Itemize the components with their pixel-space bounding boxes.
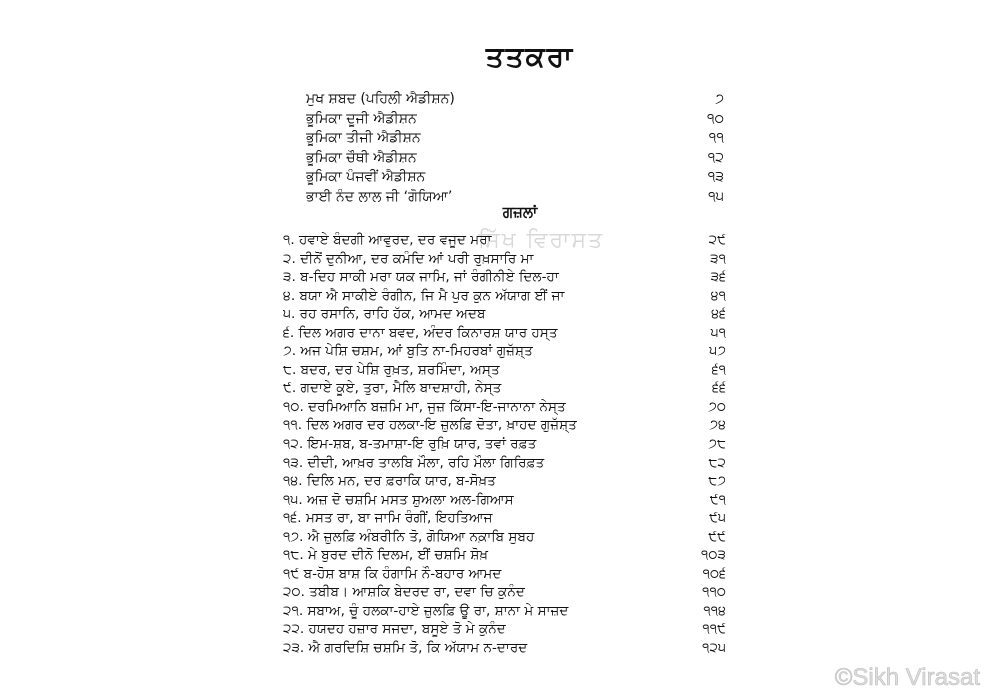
toc-page-number: ੩੧ (710, 250, 726, 267)
toc-row (283, 306, 726, 325)
toc-page-number: ੮੨ (708, 454, 726, 471)
toc-entry-label: ੧੨. ਇਮ-ਸ਼ਬ, ਬ-ਤਮਾਸ਼ਾ-ਇ ਰੁਖ਼ਿ ਯਾਰ, ਤਵਾਂ ਰਫ਼ਤ (283, 436, 537, 453)
toc-row (283, 473, 726, 492)
toc-page-number: ੮੭ (708, 473, 726, 490)
toc-page-number: ੧੫ (708, 188, 724, 205)
toc-entry-label: ਮੁਖ ਸ਼ਬਦ (ਪਹਿਲੀ ਐਡੀਸ਼ਨ) (306, 91, 455, 107)
toc-page-number: ੭੮ (708, 436, 726, 453)
toc-row (283, 380, 726, 399)
toc-page-number: ੩੬ (710, 269, 726, 286)
toc-row (283, 455, 726, 474)
watermark-top: ਸਿੱਖ ਵਿਰਾਸਤ (478, 228, 605, 253)
toc-page-number: ੧੧੪ (703, 602, 726, 619)
toc-row (283, 510, 726, 529)
toc-entry-label: ੧੧. ਦਿਲ ਅਗਰ ਦਰ ਹਲਕਾ-ਇ ਜ਼ੁਲਫ਼ਿ ਦੋਤਾ, ਖ਼ਾਹਦ ਗੁਜ਼ੱਸ਼੍ਤ (283, 417, 577, 434)
toc-entry-label: ੧੭. ਐ ਜ਼ੁਲਫ਼ਿ ਅੰਬਰੀਨਿ ਤੋ, ਗੋਯਿਆ ਨਕ਼ਾਬਿ ਸੁਬਹ (283, 528, 535, 545)
toc-entry-label: ੨੦. ਤਬੀਬ। ਆਸ਼ਕਿ ਬੇਦਰਦ ਰਾ, ਦਵਾ ਚਿ ਕੁਨੰਦ (283, 584, 525, 601)
toc-row (283, 325, 726, 344)
toc-row (306, 111, 724, 131)
toc-page-number: ੧੦ (706, 110, 724, 127)
toc-entry-label: ੯. ਗਦਾਏ ਕੂਏ, ਤੁਰਾ, ਮੈਲਿ ਬਾਦਸ਼ਾਹੀ, ਨੇਸ੍ਤ (283, 380, 502, 397)
toc-entry-label: ੮. ਬਦਰ, ਦਰ ਪੇਸ਼ਿ ਰੁਖ਼ਤ, ਸ਼ਰਮਿੰਦਾ, ਅਸ੍ਤ (283, 361, 500, 378)
toc-page-number: ੭੪ (709, 417, 726, 434)
toc-page-number: ੭ (714, 91, 724, 107)
toc-row (283, 621, 726, 640)
toc-entry-label: ੩. ਬ-ਦਿਹ ਸਾਕੀ ਮਰਾ ਯਕ ਜਾਮਿ, ਜਾਂ ਰੰਗੀਨੀਏ ਦਿਲ-ਹਾ (283, 269, 559, 286)
toc-entry-label: ੫. ਰਹ ਰਸਾਨਿ, ਰਾਹਿ ਹੱਕ, ਆਮਦ ਅਦਬ (283, 306, 486, 323)
toc-row (283, 566, 726, 585)
toc-row (306, 150, 724, 170)
toc-row (283, 417, 726, 436)
toc-entry-label: ੧. ਹਵਾਏ ਬੰਦਗੀ ਆਵੁਰਦ, ਦਰ ਵਜੂਦ ਮਰਾ (283, 232, 492, 248)
toc-row (283, 343, 726, 362)
toc-page-number: ੯੯ (708, 528, 726, 545)
toc-entry-label: ੭. ਅਜ ਪੇਸ਼ਿ ਚਸ਼ਮ, ਆਂ ਬੁਤਿ ਨਾ-ਮਿਹਰਬਾਂ ਗੁਜ਼ੱਸ਼੍ਤ (283, 343, 533, 360)
toc-page-number: ੪੬ (711, 306, 726, 323)
toc-entry-label: ੨੩. ਐ ਗਰਦਿਸ਼ਿ ਚਸ਼ਮਿ ਤੋ, ਕਿ ਅੱਯਾਮ ਨ-ਦਾਰਦ (283, 640, 528, 657)
toc-row (283, 399, 726, 418)
page-title: ਤਤਕਰਾ (485, 40, 575, 73)
toc-page-number: ੧੨੫ (702, 640, 726, 657)
watermark-bottom: ©Sikh Virasat (834, 664, 980, 691)
toc-page-number: ੫੧ (710, 324, 726, 341)
toc-page-number: ੧੧੯ (702, 621, 726, 638)
ghazal-list (283, 232, 726, 659)
section-title: ਗਜ਼ਲਾਂ (502, 203, 538, 221)
toc-row (283, 603, 726, 622)
toc-page-number: ੬੬ (712, 380, 726, 397)
toc-entry-label: ਭਾਈ ਨੰਦ ਲਾਲ ਜੀ ‘ਗੋਯਿਆ’ (306, 188, 453, 205)
toc-entry-label: ਭੂਮਿਕਾ ਤੀਜੀ ਐਡੀਸ਼ਨ (306, 130, 421, 147)
toc-row (306, 130, 724, 150)
toc-row (283, 529, 726, 548)
toc-page-number: ੧੦੬ (702, 565, 726, 582)
toc-row (283, 492, 726, 511)
toc-entry-label: ੨. ਦੀਨੋਂ ਦੁਨੀਆ, ਦਰ ਕਮੰਦਿ ਆਂ ਪਰੀ ਰੁਖ਼ਸਾਰਿ ਮਾ (283, 250, 534, 267)
toc-entry-label: ੪. ਬਯਾ ਐ ਸਾਕੀਏ ਰੰਗੀਨ, ਜਿ ਮੈ ਪੁਰ ਕੁਨ ਅੱਯਾਗ ਈਂ ਜਾ (283, 287, 565, 304)
toc-row (306, 169, 724, 189)
toc-entry-label: ਭੂਮਿਕਾ ਪੰਜਵੀਂ ਐਡੀਸ਼ਨ (306, 169, 426, 186)
toc-row (283, 436, 726, 455)
toc-page-number: ੧੧ (708, 130, 724, 147)
toc-page-number: ੪੧ (710, 287, 726, 304)
toc-row (283, 547, 726, 566)
toc-page-number: ੧੧੦ (702, 584, 726, 601)
toc-page-number: ੨੯ (708, 232, 726, 248)
toc-entry-label: ਭੂਮਿਕਾ ਚੌਥੀ ਐਡੀਸ਼ਨ (306, 149, 417, 166)
toc-entry-label: ੧੯ ਬ-ਹੋਸ਼ ਬਾਸ਼ ਕਿ ਹੰਗਾਮਿ ਨੌ-ਬਹਾਰ ਆਮਦ (283, 565, 502, 582)
toc-page-number: ੯੫ (709, 510, 726, 527)
toc-entry-label: ੧੮. ਮੇ ਬੁਰਦ ਦੀਨੋ ਦਿਲਮ, ਈਂ ਚਸ਼ਮਿ ਸ਼ੋਖ਼ (283, 547, 489, 564)
toc-entry-label: ੧੪. ਦਿਲਿ ਮਨ, ਦਰ ਫ਼ਰਾਕਿ ਯਾਰ, ਬ-ਸੋਖ਼ਤ (283, 473, 496, 490)
toc-page-number: ੯੧ (709, 491, 726, 508)
toc-page-number: ੧੩ (707, 169, 724, 186)
toc-row (283, 288, 726, 307)
toc-page-number: ੧੨ (707, 149, 724, 166)
toc-entry-label: ੨੧. ਸਬਾਅ, ਚੂੰ ਹਲਕਾ-ਹਾਏ ਜ਼ੁਲਫ਼ਿ ਊ ਰਾ, ਸ਼ਾਨਾ ਮੇ ਸਾਜ਼ਦ (283, 602, 569, 619)
toc-entry-label: ੧੫. ਅਜ਼ ਦੋ ਚਸ਼ਮਿ ਮਸਤ ਸ਼ੁਅਲਾ ਅਲ-ਗਿਆਸ (283, 491, 514, 508)
toc-page-number: ੬੧ (711, 361, 726, 378)
toc-entry-label: ੧੩. ਦੀਦੀ, ਆਖ਼ਰ ਤਾਲਬਿ ਮੌਲਾ, ਰਹਿ ਮੌਲਾ ਗਿਰਿਫ਼ਤ (283, 454, 545, 471)
toc-row (283, 269, 726, 288)
toc-row (283, 584, 726, 603)
toc-entry-label: ੧੬. ਮਸਤ ਰਾ, ਬਾ ਜਾਮਿ ਰੰਗੀਂ, ਇਹਤਿਆਜ (283, 510, 493, 527)
toc-entry-label: ੨੨. ਹਯਦਹ ਹਜ਼ਾਰ ਸਜਦਾ, ਬਸੂਏ ਤੋ ਮੇ ਕੁਨੰਦ (283, 621, 506, 638)
toc-page-number: ੫੭ (709, 343, 726, 360)
toc-row (283, 251, 726, 270)
toc-row (283, 362, 726, 381)
toc-entry-label: ਭੂਮਿਕਾ ਦੂਜੀ ਐਡੀਸ਼ਨ (306, 110, 417, 127)
toc-entry-label: ੬. ਦਿਲ ਅਗਰ ਦਾਨਾ ਬਵਦ, ਅੰਦਰ ਕਿਨਾਰਸ਼ ਯਾਰ ਹਸ੍ਤ (283, 324, 558, 341)
toc-page-number: ੭੦ (708, 398, 726, 415)
toc-page-number: ੧੦੩ (701, 547, 726, 564)
toc-row (283, 640, 726, 659)
toc-entry-label: ੧੦. ਦਰਮਿਆਨਿ ਬਜ਼ਮਿ ਮਾ, ਜੁਜ਼ ਕਿੱਸਾ-ਇ-ਜਾਨਾਨਾ ਨੇਸ੍ਤ (283, 398, 566, 415)
toc-row (306, 91, 724, 111)
toc-row (283, 232, 726, 251)
front-matter-list (306, 91, 724, 209)
